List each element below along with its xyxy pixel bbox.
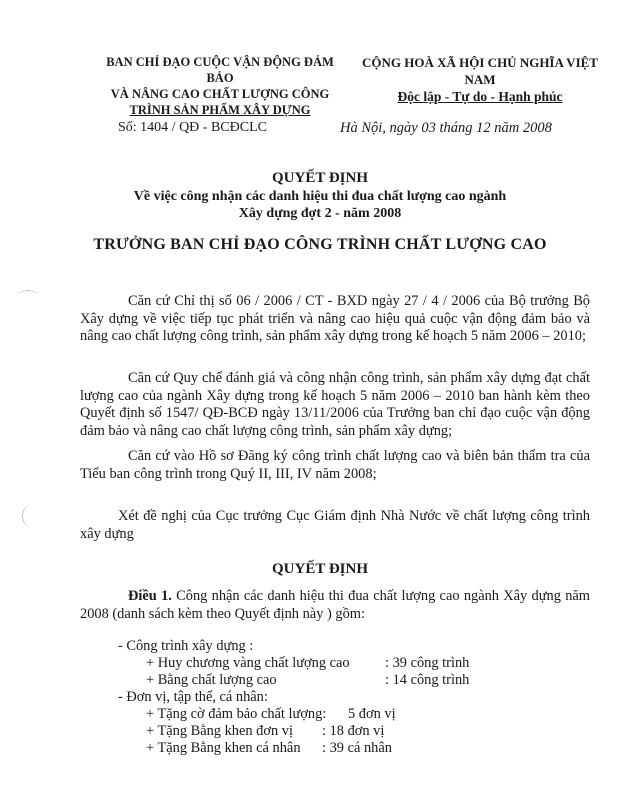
org-line-3: TRÌNH SẢN PHẨM XÂY DỰNG	[129, 103, 311, 117]
list-item-quality-certificate-value: : 14 công trình	[385, 672, 470, 688]
preamble-paragraph-1: Căn cứ Chỉ thị số 06 / 2006 / CT - BXD ngày 27 / 4 / 2006 của Bộ trưởng Bộ Xây dựng về việc tiếp tục phát triển và nâng cao hiệu quả cuộc vận động đảm bảo và nâng cao chất lượng công trình, sản phẩm xây dựng trong kế hoạch 5 năm 2006 – 2010;	[80, 293, 590, 344]
document-subject	[0, 188, 640, 222]
preamble-paragraph-3: Căn cứ vào Hồ sơ Đăng ký công trình chất lượng cao và biên bản thẩm tra của Tiểu ban công trình trong Quý II, III, IV năm 2008;	[80, 448, 590, 482]
org-line-1: BAN CHỈ ĐẠO CUỘC VẬN ĐỘNG ĐẢM BẢO	[106, 55, 334, 85]
motto: Độc lập - Tự do - Hạnh phúc	[397, 89, 563, 104]
preamble-paragraph-4: Xét đề nghị của Cục trưởng Cục Giám định Nhà Nước về chất lượng công trình xây dựng	[80, 508, 590, 542]
article-1-text: Công nhận các danh hiệu thi đua chất lượng cao ngành Xây dựng năm 2008 (danh sách kèm theo Quyết định này ) gồm:	[80, 588, 590, 622]
list-item-quality-certificate: + Bằng chất lượng cao	[146, 672, 277, 688]
org-line-2: VÀ NÂNG CAO CHẤT LƯỢNG CÔNG	[110, 87, 330, 101]
subject-line-2: Xây dựng đợt 2 - năm 2008	[238, 206, 402, 221]
article-1-label: Điều 1.	[128, 588, 172, 604]
preamble-paragraph-2: Căn cứ Quy chế đánh giá và công nhận công trình, sản phẩm xây dựng đạt chất lượng cao của ngành Xây dựng trong kế hoạch 5 năm 2006 – 2010 ban hành kèm theo Quyết định số 1547/ QĐ-BCĐ ngày 13/11/2006 của Trưởng ban chỉ đạo cuộc vận động đảm bảo và nâng cao chất lượng công trình, sản phẩm xây dựng;	[80, 370, 590, 439]
subject-line-1: Về việc công nhận các danh hiệu thi đua chất lượng cao ngành	[133, 189, 507, 204]
issuing-organization	[100, 54, 340, 118]
list-item-unit-merit: + Tặng Bằng khen đơn vị	[146, 723, 293, 739]
list-item-unit-merit-value: : 18 đơn vị	[322, 723, 385, 739]
article-1	[80, 588, 590, 623]
list-item-flag-value: 5 đơn vị	[348, 706, 396, 722]
scan-speck	[17, 290, 39, 303]
list-item-gold-medal: + Huy chương vàng chất lượng cao	[146, 655, 350, 671]
document-title: QUYẾT ĐỊNH	[272, 170, 368, 186]
decision-heading: QUYẾT ĐỊNH	[272, 561, 368, 577]
place-date: Hà Nội, ngày 03 tháng 12 năm 2008	[340, 120, 552, 136]
document-number: Số: 1404 / QĐ - BCĐCLC	[118, 120, 267, 135]
list-item-flag: + Tặng cờ đảm bảo chất lượng:	[146, 706, 327, 722]
list-group-units: - Đơn vị, tập thể, cá nhân:	[118, 689, 268, 705]
country-name: CỘNG HOÀ XÃ HỘI CHỦ NGHĨA VIỆT NAM	[362, 55, 598, 87]
issuer-title: TRƯỞNG BAN CHỈ ĐẠO CÔNG TRÌNH CHẤT LƯỢNG CAO	[93, 236, 547, 253]
punch-hole-mark	[22, 505, 41, 527]
list-item-personal-merit: + Tặng Bằng khen cá nhân	[146, 740, 301, 756]
list-group-works: - Công trình xây dựng :	[118, 638, 254, 654]
list-item-personal-merit-value: : 39 cá nhân	[322, 740, 392, 756]
list-item-gold-medal-value: : 39 công trình	[385, 655, 470, 671]
national-heading	[345, 54, 615, 105]
